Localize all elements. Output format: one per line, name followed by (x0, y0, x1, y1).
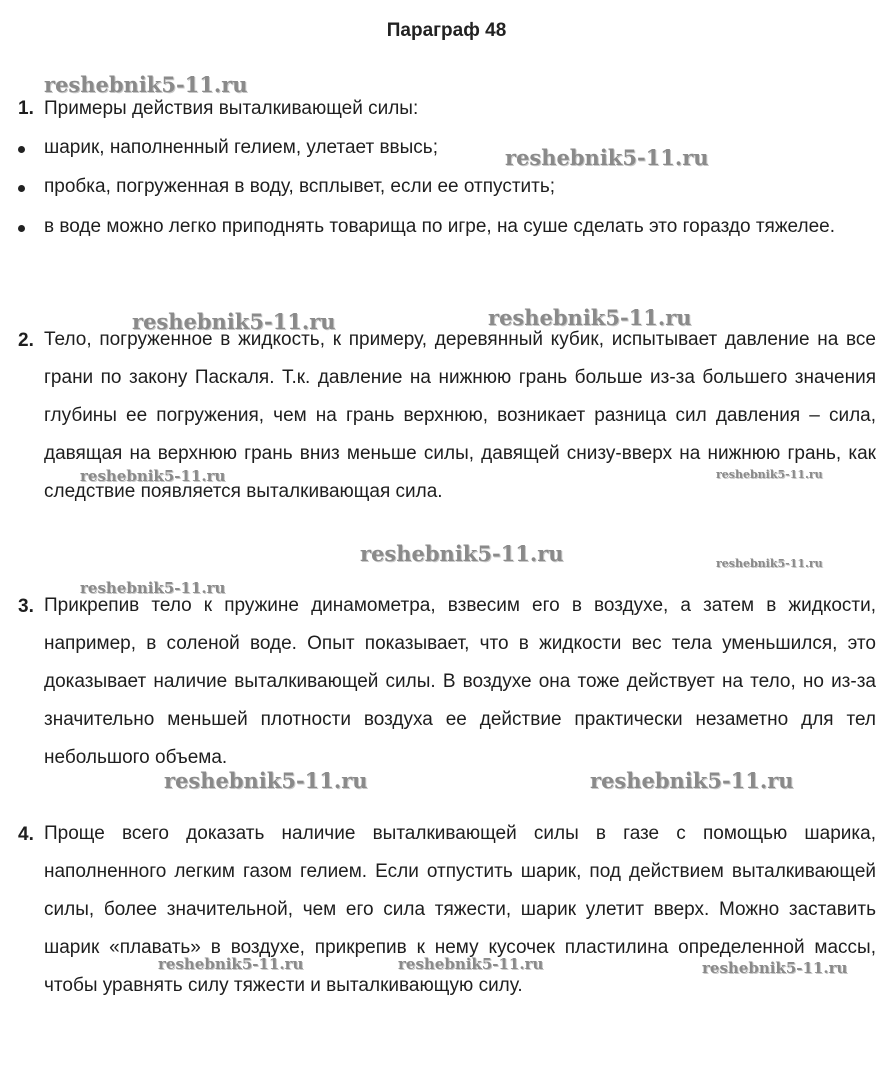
bullet-text: пробка, погруженная в воду, всплывет, если ее отпустить; (44, 176, 556, 197)
answer-text: Проще всего доказать наличие выталкивающей силы в газе с помощью шарика, наполненного легким газом гелием. Если отпустить шарик, под действием выталкивающей силы, более значительной, чем его сила тяжести, шарик улетит вверх. Можно заставить шарик «плавать» в воздухе, прикрепив к нему кусочек пластилина определенной массы, чтобы уравнять силу тяжести и выталкивающую силу. (44, 823, 876, 996)
bullet-dot-icon (18, 225, 25, 232)
watermark: reshebnik5-11.ru (80, 467, 226, 485)
answer-text: Тело, погруженное в жидкость, к примеру, деревянный кубик, испытывает давление на все грани по закону Паскаля. Т.к. давление на нижнюю грань больше из-за большего значения глубины ее погружения, чем на грань верхнюю, возникает разница сил давления – сила, давящая на верхнюю грань вниз меньше силы, давящей снизу-вверх на нижнюю грань, как следствие появляется выталкивающая сила. (44, 329, 876, 502)
watermark: reshebnik5-11.ru (488, 305, 692, 330)
bullet-dot-icon (18, 185, 25, 192)
answer-text: Прикрепив тело к пружине динамометра, взвесим его в воздухе, а затем в жидкости, например, в соленой воде. Опыт показывает, что в жидкости вес тела уменьшился, это доказывает наличие выталкивающей силы. В воздухе она тоже действует на тело, но из-за значительно меньшей плотности воздуха ее действие практически незаметно для тел небольшого объема. (44, 595, 876, 768)
answer-number: 2. (18, 330, 34, 351)
answer-number: 4. (18, 824, 34, 845)
bullet-dot-icon (18, 146, 25, 153)
watermark: reshebnik5-11.ru (398, 955, 544, 973)
watermark: reshebnik5-11.ru (132, 309, 336, 334)
watermark: reshebnik5-11.ru (716, 468, 823, 481)
answer-number: 1. (18, 98, 34, 119)
watermark: reshebnik5-11.ru (590, 768, 794, 793)
watermark: reshebnik5-11.ru (80, 579, 226, 597)
page-title: Параграф 48 (386, 20, 507, 41)
answer-number: 3. (18, 596, 34, 617)
watermark: reshebnik5-11.ru (158, 955, 304, 973)
bullet-text: в воде можно легко приподнять товарища по игре, на суше сделать это гораздо тяжелее. (44, 216, 835, 237)
bullet-text: шарик, наполненный гелием, улетает ввысь; (44, 137, 438, 158)
watermark: reshebnik5-11.ru (360, 541, 564, 566)
watermark: reshebnik5-11.ru (702, 959, 848, 977)
watermark: reshebnik5-11.ru (44, 72, 248, 97)
watermark: reshebnik5-11.ru (716, 557, 823, 570)
watermark: reshebnik5-11.ru (164, 768, 368, 793)
answer-text: Примеры действия выталкивающей силы: (44, 98, 419, 119)
watermark: reshebnik5-11.ru (505, 145, 709, 170)
